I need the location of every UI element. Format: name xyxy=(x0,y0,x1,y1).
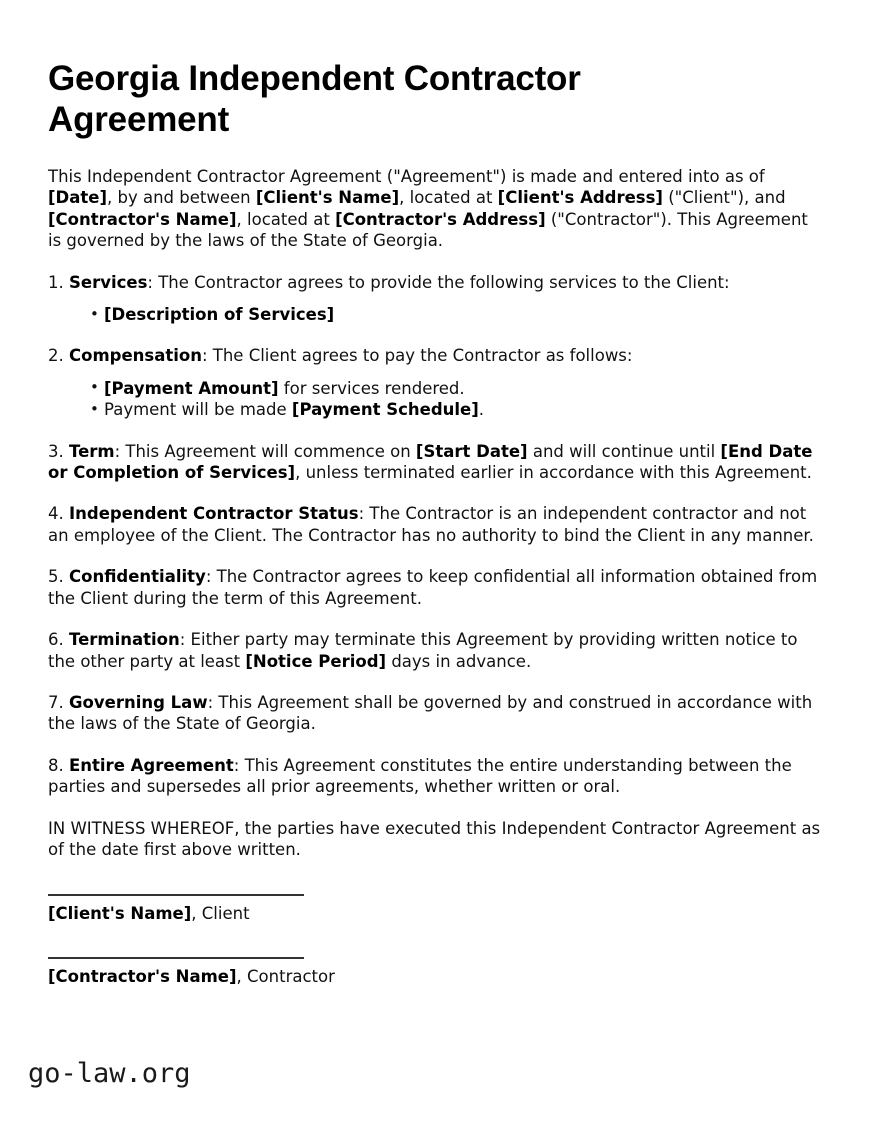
page-title: Georgia Independent Contractor Agreement xyxy=(48,59,581,139)
section-heading: Services xyxy=(69,272,148,292)
section-number: 2. xyxy=(48,346,69,366)
section-paragraph xyxy=(48,503,822,546)
list-item xyxy=(90,304,822,325)
section-heading: Compensation xyxy=(69,346,202,366)
section-paragraph: 6. Termination: Either party may terminate this Agreement by providing written notice to the other party at least [Notice Period] days in advance. xyxy=(48,630,798,671)
signature-label: [Client's Name], Client xyxy=(48,904,250,924)
section-heading: Governing Law xyxy=(69,692,208,712)
section-number: 5. xyxy=(48,567,69,587)
signature-line xyxy=(48,894,304,896)
section-text: : The Client agrees to pay the Contractor as follows: xyxy=(201,346,633,366)
placeholder-token: [Contractor's Address] xyxy=(335,209,546,229)
placeholder-token: [Notice Period] xyxy=(245,651,387,671)
section-heading: Term xyxy=(69,441,115,461)
list-item: • [Payment Amount] for services rendered. xyxy=(90,378,822,399)
placeholder-token: [Client's Name] xyxy=(48,904,192,924)
placeholder-token: [Payment Schedule] xyxy=(291,400,479,420)
section-number: 6. xyxy=(48,630,69,650)
section-number: 8. xyxy=(48,755,69,775)
placeholder-token: [Start Date] xyxy=(415,441,528,461)
signature-label: [Contractor's Name], Contractor xyxy=(48,967,335,987)
section-paragraph xyxy=(48,692,822,735)
signature-line xyxy=(48,957,304,959)
signature-group xyxy=(48,957,822,987)
section-text: : This Agreement shall be governed by and construed in accordance with the laws of the State of Georgia. xyxy=(48,692,813,734)
section-paragraph xyxy=(48,755,822,798)
section-heading: Confidentiality xyxy=(69,567,206,587)
section-heading: Entire Agreement xyxy=(69,755,234,775)
document-body xyxy=(48,0,822,987)
section-number: 1. xyxy=(48,272,69,292)
section-text: : The Contractor agrees to provide the following services to the Client: xyxy=(147,272,730,292)
signature-group xyxy=(48,894,822,924)
signature-block xyxy=(48,894,822,987)
section-paragraph xyxy=(48,272,822,293)
placeholder-token: [Client's Name] xyxy=(255,188,400,208)
placeholder-token: [Client's Address] xyxy=(497,188,663,208)
placeholder-token: [Contractor's Name] xyxy=(48,967,237,987)
section-heading: Termination xyxy=(69,630,180,650)
placeholder-token: [Contractor's Name] xyxy=(48,209,237,229)
list-item: • Payment will be made [Payment Schedule]. xyxy=(90,399,822,420)
section-paragraph: 3. Term: This Agreement will commence on [Start Date] and will continue until [End Date or Completion of Services], unless terminated earlier in accordance with this Agreement. xyxy=(48,441,813,483)
section-text: : The Contractor agrees to keep confidential all information obtained from the Client during the term of this Agreement. xyxy=(48,567,818,608)
placeholder-token: [Description of Services] xyxy=(104,305,335,325)
intro-paragraph: This Independent Contractor Agreement ("Agreement") is made and entered into as of [Date], by and between [Client's Name], located at [Client's Address] ("Client"), and [Contractor's Name], located at [Contractor's Address] ("Contractor"). This Agreement is governed by the laws of the State of Georgia. xyxy=(48,167,808,251)
section-paragraph xyxy=(48,345,822,366)
placeholder-token: [Date] xyxy=(48,188,107,208)
sections-container xyxy=(48,272,822,798)
section-number: 7. xyxy=(48,692,69,712)
section-text: : This Agreement constitutes the entire understanding between the parties and supersedes all prior agreements, whether written or oral. xyxy=(48,755,792,797)
placeholder-token: [End Date or Completion of Services] xyxy=(48,441,813,483)
section-number: 4. xyxy=(48,504,69,524)
bullet-list xyxy=(48,304,822,325)
placeholder-token: [Payment Amount] xyxy=(104,378,279,398)
section-text: : The Contractor is an independent contractor and not an employee of the Client. The Contractor has no authority to bind the Client in any manner. xyxy=(48,504,814,545)
section-heading: Independent Contractor Status xyxy=(69,504,359,524)
section-number: 3. xyxy=(48,441,69,461)
bullet-list xyxy=(48,378,822,421)
footer-watermark: go-law.org xyxy=(28,1058,191,1089)
witness-clause: IN WITNESS WHEREOF, the parties have executed this Independent Contractor Agreement as of the date first above written. xyxy=(48,818,821,859)
section-paragraph xyxy=(48,566,822,609)
